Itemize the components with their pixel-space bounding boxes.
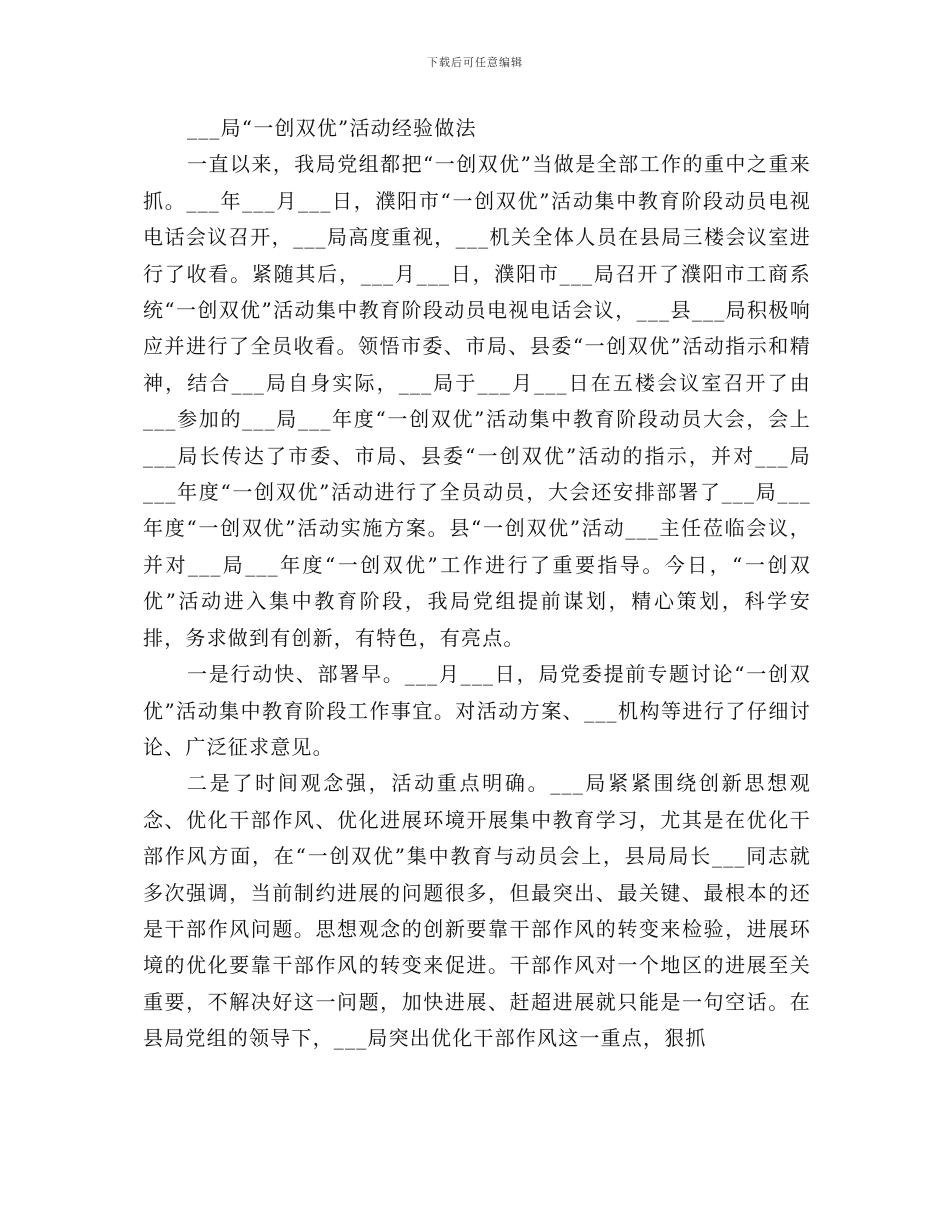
page-header: 下载后可任意编辑 <box>427 56 523 69</box>
document-title: ___局“一创双优”活动经验做法 <box>187 116 477 140</box>
paragraph-intro: 一直以来，我局党组都把“一创双优”当做是全部工作的重中之重来抓。___年___月___日，濮阳市“一创双优”活动集中教育阶段动员电视电话会议召开，___局高度重视，___机关全体人员在县局三楼会议室进行了收看。紧随其后，___月___日，濮阳市___局召开了濮阳市工商系统“一创双优”活动集中教育阶段动员电视电话会议，___县___局积极响应并进行了全员收看。领悟市委、市局、县委“一创双优”活动指示和精神，结合___局自身实际，___局于___月___日在五楼会议室召开了由___参加的___局___年度“一创双优”活动集中教育阶段动员大会，会上___局长传达了市委、市局、县委“一创双优”活动的指示，并对___局___年度“一创双优”活动进行了全员动员，大会还安排部署了___局___年度“一创双优”活动实施方案。县“一创双优”活动___主任莅临会议，并对___局___年度“一创双优”工作进行了重要指导。今日，“一创双优”活动进入集中教育阶段，我局党组提前谋划，精心策划，科学安排，务求做到有创新，有特色，有亮点。 <box>143 152 811 650</box>
paragraph-point-one: 一是行动快、部署早。___月___日，局党委提前专题讨论“一创双优”活动集中教育阶段工作事宜。对活动方案、___机构等进行了仔细讨论、广泛征求意见。 <box>143 662 811 759</box>
document-body <box>143 110 811 1057</box>
paragraph-point-two: 二是了时间观念强，活动重点明确。___局紧紧围绕创新思想观念、优化干部作风、优化进展环境开展集中教育学习，尤其是在优化干部作风方面，在“一创双优”集中教育与动员会上，县局局长___同志就多次强调，当前制约进展的问题很多，但最突出、最关键、最根本的还是干部作风问题。思想观念的创新要靠干部作风的转变来检验，进展环境的优化要靠干部作风的转变来促进。干部作风对一个地区的进展至关重要，不解决好这一问题，加快进展、赶超进展就只能是一句空话。在县局党组的领导下，___局突出优化干部作风这一重点，狠抓 <box>143 771 811 1051</box>
